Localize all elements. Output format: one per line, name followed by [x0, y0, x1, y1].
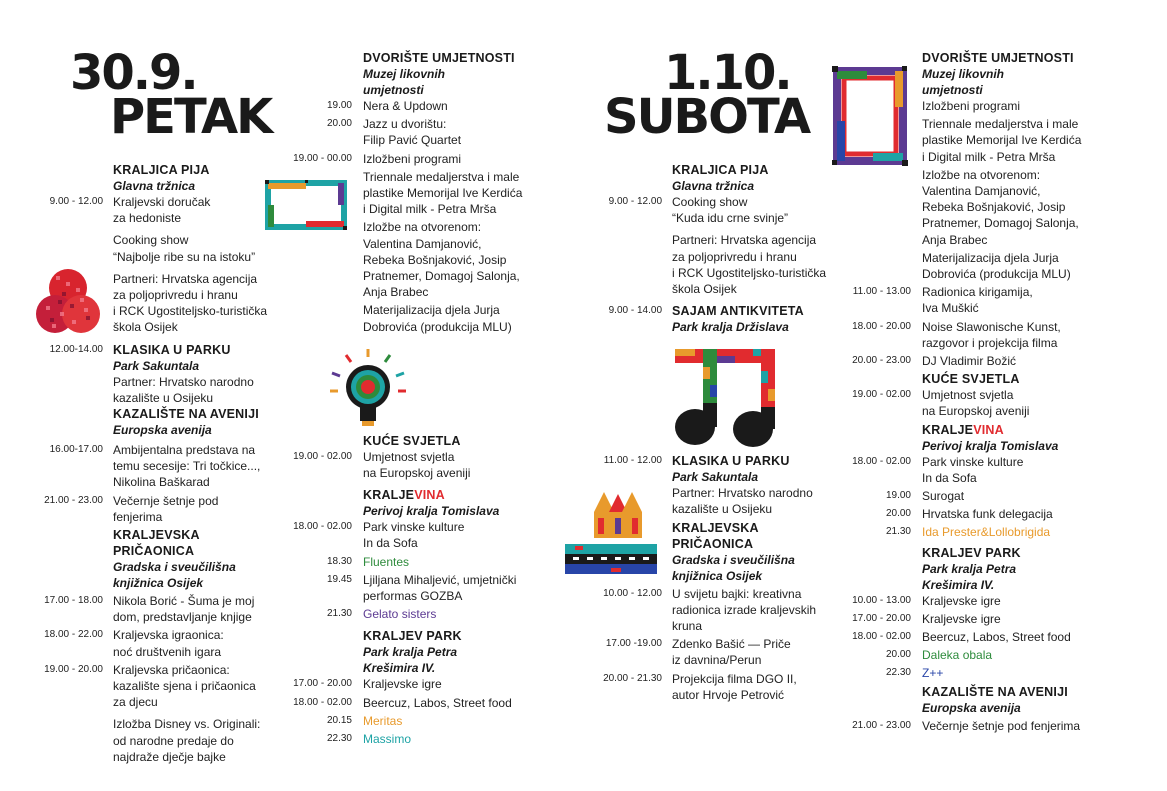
time: 11.00 - 13.00 — [852, 286, 911, 298]
event-title: DVORIŠTE UMJETNOSTI — [922, 51, 1074, 65]
program: Kraljevske igre — [922, 593, 1001, 608]
event-title — [922, 422, 1058, 438]
partners: Partner: Hrvatsko narodno kazalište u Osijeku — [672, 486, 813, 517]
program: Kraljevske igre — [363, 677, 442, 692]
program: Umjetnost svjetla na Europskoj aveniji — [363, 449, 471, 481]
time: 19.00 - 02.00 — [852, 389, 911, 401]
time: 21.30 — [885, 526, 911, 538]
time: 18.00 - 02.00 — [852, 631, 911, 643]
time: 9.00 - 14.00 — [608, 305, 662, 317]
time: 21.30 — [326, 608, 352, 620]
venue: Europska avenija — [113, 423, 212, 438]
time: 18.00 - 02.00 — [293, 696, 352, 708]
time: 9.00 - 12.00 — [49, 196, 103, 207]
time: 18.30 — [326, 555, 352, 567]
program: Beercuz, Labos, Street food — [922, 630, 1071, 645]
program: Park vinske kulture In da Sofa — [363, 520, 465, 551]
friday-column-1 — [0, 162, 270, 767]
time: 16.00-17.00 — [49, 444, 103, 456]
venue: Muzej likovnih umjetnosti — [363, 67, 446, 97]
program: Nikola Borić - Šuma je moj dom, predstavljanje knjige — [113, 594, 255, 625]
venue: Glavna tržnica — [113, 179, 196, 193]
kralje-label: KRALJE — [922, 422, 974, 437]
program: Hrvatska funk delegacija — [922, 507, 1053, 522]
time: 12.00-14.00 — [49, 343, 103, 355]
time: 18.00 - 22.00 — [44, 629, 103, 641]
program: Triennale medaljerstva i male plastike Memorijal Ive Kerdića i Digital milk - Petra Mrša — [922, 117, 1082, 164]
time: 11.00 - 12.00 — [603, 455, 662, 467]
time: 19.00 - 02.00 — [293, 450, 352, 462]
event-title: KLASIKA U PARKU — [672, 454, 790, 469]
time: 20.15 — [326, 714, 352, 726]
time: 17.00 -19.00 — [605, 638, 662, 650]
saturday-column-1 — [560, 162, 850, 705]
venue: Europska avenija — [922, 700, 1021, 715]
program: U svijetu bajki: kreativna radionica izrade kraljevskih kruna — [672, 586, 817, 634]
kralje-label: KRALJE — [363, 488, 415, 503]
time: 22.30 — [885, 667, 911, 679]
event-title: KLASIKA U PARKU — [113, 342, 231, 357]
program: Cooking show “Najbolje ribe su na istoku” — [113, 233, 256, 264]
program: Kraljevska igraonica: noć društvenih igara — [113, 628, 224, 659]
time: 20.00 — [885, 649, 911, 661]
event-title: KRALJICA PIJA — [672, 163, 769, 177]
performer: Meritas — [363, 713, 403, 728]
program: Radionica kirigamija, Iva Muškić — [922, 285, 1033, 316]
program: Beercuz, Labos, Street food — [363, 695, 512, 710]
time: 19.00 - 20.00 — [44, 663, 103, 675]
event-title: KAZALIŠTE NA AVENIJI — [113, 407, 259, 422]
program: Večernje šetnje pod fenjerima — [922, 718, 1081, 733]
time: 17.00 - 20.00 — [852, 612, 911, 624]
saturday-column-2 — [830, 50, 1160, 736]
fri-date: 30.9. — [70, 45, 197, 101]
program: Izložbe na otvorenom: Valentina Damjanović, Rebeka Bošnjaković, Josip Pratnemer, Domagoj Salonja, Anja Brabec — [922, 167, 1079, 247]
program: Izložbeni programi — [922, 99, 1021, 113]
event-title: KRALJEV PARK — [922, 545, 1021, 560]
venue: Muzej likovnih umjetnosti — [922, 67, 1005, 97]
venue: Park kralja Petra Krešimira IV. — [922, 561, 1017, 592]
event-title: DVORIŠTE UMJETNOSTI — [363, 51, 515, 65]
time: 19.00 — [326, 100, 352, 111]
time: 18.00 - 02.00 — [293, 521, 352, 533]
program: Materijalizacija djela Jurja Dobrovića (produkcija MLU) — [922, 250, 1071, 282]
performer: Massimo — [363, 732, 412, 747]
time: 20.00 — [326, 118, 352, 130]
program: Projekcija filma DGO II, autor Hrvoje Petrović — [672, 671, 797, 702]
venue: Gradska i sveučilišna knjižnica Osijek — [672, 552, 795, 583]
event-title: KUĆE SVJETLA — [363, 433, 461, 448]
venue: Glavna tržnica — [672, 179, 755, 193]
venue: Gradska i sveučilišna knjižnica Osijek — [113, 560, 236, 591]
partners: Partneri: Hrvatska agencija za poljoprivredu i hranu i RCK Ugostiteljsko-turistička škola Osijek — [113, 271, 268, 335]
program: Nera & Updown — [363, 99, 448, 113]
partners: Partner: Hrvatsko narodno kazalište u Osijeku — [113, 374, 254, 405]
time: 21.00 - 23.00 — [44, 494, 103, 506]
program: Ambijentalna predstava na temu secesije: Tri točkice..., Nikolina Baškarad — [113, 443, 261, 490]
event-title: KAZALIŠTE NA AVENIJI — [922, 684, 1068, 699]
time: 19.45 — [326, 573, 352, 585]
program: Umjetnost svjetla na Europskoj aveniji — [922, 388, 1030, 419]
time: 17.00 - 20.00 — [293, 678, 352, 690]
program: Ljiljana Mihaljević, umjetnički performas GOZBA — [363, 572, 517, 604]
sat-date: 1.10. — [664, 45, 791, 101]
event-title: KUĆE SVJETLA — [922, 372, 1020, 387]
time: 20.00 — [885, 508, 911, 520]
venue: Perivoj kralja Tomislava — [922, 438, 1059, 453]
friday-column-2 — [270, 50, 535, 749]
partners: Partneri: Hrvatska agencija za poljoprivredu i hranu i RCK Ugostiteljsko-turistička škola Osijek — [672, 233, 827, 297]
program: Kraljevska pričaonica: kazalište sjena i pričaonica za djecu — [113, 662, 256, 710]
program: Materijalizacija djela Jurja Dobrovića (produkcija MLU) — [363, 303, 512, 334]
program: Jazz u dvorištu: Filip Pavić Quartet — [363, 117, 462, 148]
venue: Park kralja Držislava — [672, 320, 789, 335]
fri-name: PETAK — [110, 89, 272, 145]
program: DJ Vladimir Božić — [922, 354, 1017, 369]
performer: Ida Prester&Lollobrigida — [922, 525, 1051, 540]
time: 9.00 - 12.00 — [608, 196, 662, 207]
event-title: KRALJICA PIJA — [113, 163, 210, 177]
venue: Park kralja Petra Krešimira IV. — [363, 645, 458, 676]
time: 20.00 - 23.00 — [852, 355, 911, 367]
program: Noise Slawonische Kunst, razgovor i projekcija filma — [922, 319, 1061, 350]
program: Kraljevski doručak za hedoniste — [113, 195, 211, 226]
time: 18.00 - 02.00 — [852, 455, 911, 467]
performer: Z++ — [922, 666, 944, 681]
program: Izložba Disney vs. Originali: od narodne predaje do najdraže dječje bajke — [113, 717, 261, 764]
event-title: KRALJEVSKA PRIČAONICA — [113, 528, 200, 559]
program: Surogat — [922, 489, 965, 504]
sat-name: SUBOTA — [604, 89, 810, 145]
program: Izložbeni programi — [363, 151, 462, 166]
venue: Perivoj kralja Tomislava — [363, 504, 500, 519]
event-title: SAJAM ANTIKVITETA — [672, 304, 804, 319]
time: 10.00 - 12.00 — [603, 587, 662, 599]
program: Cooking show “Kuda idu crne svinje” — [672, 195, 789, 226]
time: 19.00 - 00.00 — [293, 152, 352, 164]
vina-label: VINA — [973, 422, 1004, 437]
event-title: KRALJEVSKA PRIČAONICA — [672, 520, 759, 551]
vina-label: VINA — [414, 488, 445, 503]
time: 10.00 - 13.00 — [852, 594, 911, 606]
event-title — [363, 487, 499, 503]
performer: Fluentes — [363, 554, 410, 569]
time: 22.30 — [326, 733, 352, 745]
program: Večernje šetnje pod fenjerima — [113, 493, 219, 524]
program: Kraljevske igre — [922, 611, 1001, 626]
time: 20.00 - 21.30 — [603, 672, 662, 684]
event-title: KRALJEV PARK — [363, 629, 462, 644]
time: 19.00 — [885, 490, 911, 502]
program: Zdenko Bašić — Priče iz davnina/Perun — [672, 637, 791, 668]
program: Triennale medaljerstva i male plastike Memorijal Ive Kerdića i Digital milk - Petra Mrša — [363, 169, 523, 217]
venue: Park Sakuntala — [113, 358, 200, 373]
performer: Daleka obala — [922, 648, 993, 663]
program: Park vinske kulture In da Sofa — [922, 454, 1024, 485]
program: Izložbe na otvorenom: Valentina Damjanović, Rebeka Bošnjaković, Josip Pratnemer, Domagoj Salonja, Anja Brabec — [363, 220, 520, 300]
time: 18.00 - 20.00 — [852, 320, 911, 332]
venue: Park Sakuntala — [672, 470, 759, 485]
time: 21.00 - 23.00 — [852, 719, 911, 731]
time: 17.00 - 18.00 — [44, 595, 103, 607]
performer: Gelato sisters — [363, 607, 437, 622]
